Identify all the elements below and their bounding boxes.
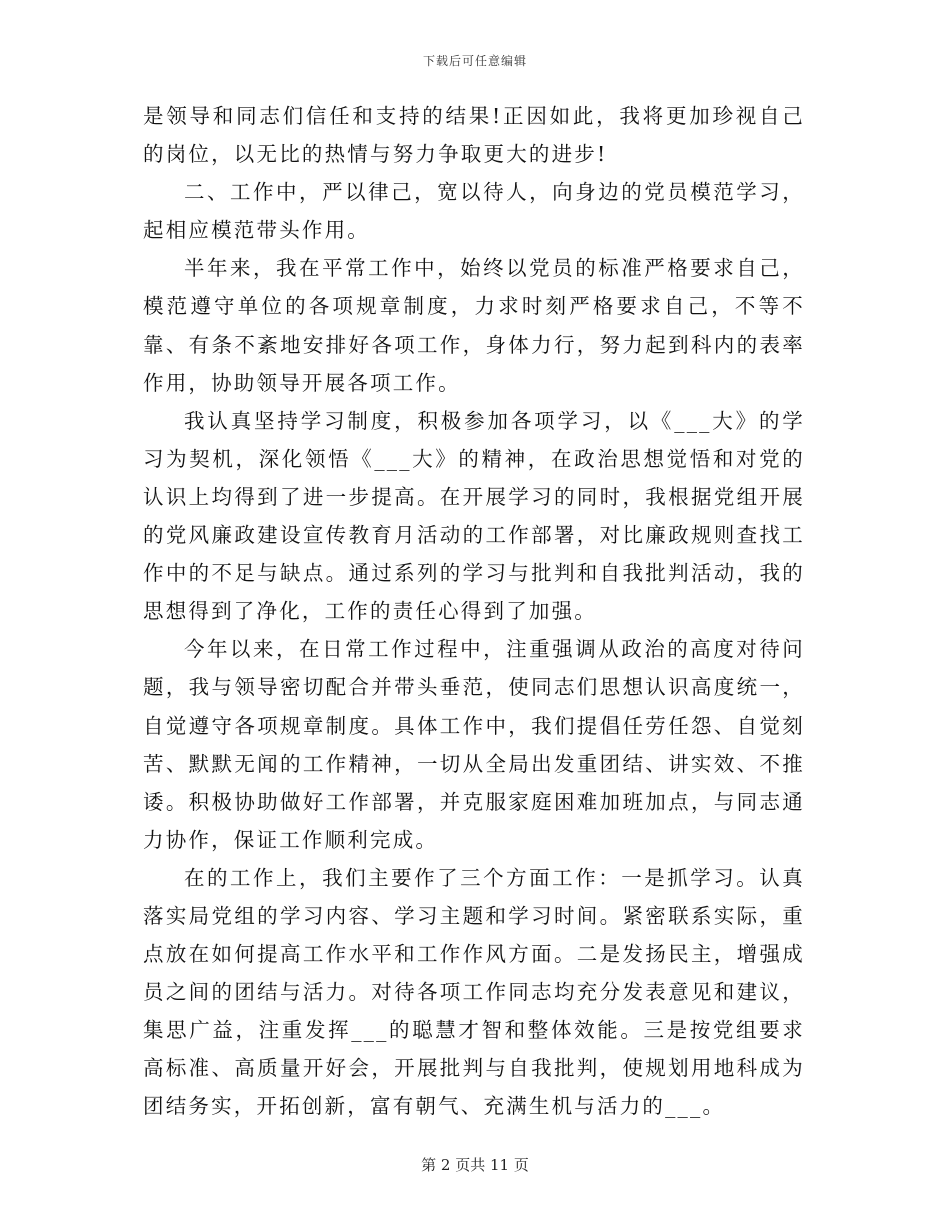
paragraph-section-heading: 二、工作中，严以律己，宽以待人，向身边的党员模范学习，起相应模范带头作用。	[143, 180, 805, 243]
page-number: 第 2 页共 11 页	[421, 1156, 529, 1174]
paragraph: 我认真坚持学习制度，积极参加各项学习，以《___大》的学习为契机，深化领悟《___大》的精神，在政治思想觉悟和对党的认识上均得到了进一步提高。在开展学习的同时，我根据党组开展的党风廉政建设宣传教育月活动的工作部署，对比廉政规则查找工作中的不足与缺点。通过系列的学习与批判和自我批判活动，我的思想得到了净化，工作的责任心得到了加强。	[143, 408, 805, 624]
document-body	[143, 97, 805, 1126]
paragraph: 今年以来，在日常工作过程中，注重强调从政治的高度对待问题，我与领导密切配合并带头垂范，使同志们思想认识高度统一，自觉遵守各项规章制度。具体工作中，我们提倡任劳任怨、自觉刻苦、默默无闻的工作精神，一切从全局出发重团结、讲实效、不推诿。积极协助做好工作部署，并克服家庭困难加班加点，与同志通力协作，保证工作顺利完成。	[143, 637, 805, 852]
paragraph: 半年来，我在平常工作中，始终以党员的标准严格要求自己，模范遵守单位的各项规章制度，力求时刻严格要求自己，不等不靠、有条不紊地安排好各项工作，身体力行，努力起到科内的表率作用，协助领导开展各项工作。	[143, 256, 805, 395]
paragraph-continuation: 是领导和同志们信任和支持的结果!正因如此，我将更加珍视自己的岗位，以无比的热情与努力争取更大的进步!	[143, 104, 805, 167]
paragraph: 在的工作上，我们主要作了三个方面工作：一是抓学习。认真落实局党组的学习内容、学习主题和学习时间。紧密联系实际，重点放在如何提高工作水平和工作作风方面。二是发扬民主，增强成员之间的团结与活力。对待各项工作同志均充分发表意见和建议，集思广益，注重发挥___的聪慧才智和整体效能。三是按党组要求高标准、高质量开好会，开展批判与自我批判，使规划用地科成为团结务实，开拓创新，富有朝气、充满生机与活力的___。	[143, 865, 805, 1119]
page-header: 下载后可任意编辑	[422, 54, 527, 68]
